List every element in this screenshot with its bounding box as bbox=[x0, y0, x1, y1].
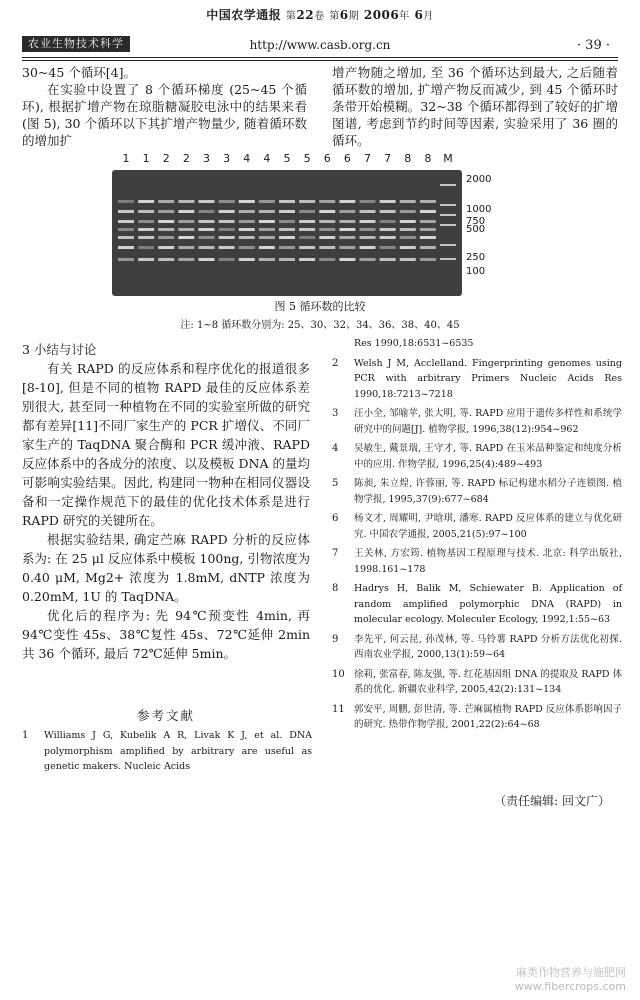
gel-band bbox=[279, 246, 295, 249]
gel-band bbox=[219, 228, 235, 231]
gel-band bbox=[178, 210, 194, 213]
gel-band bbox=[339, 200, 355, 203]
reference-item bbox=[332, 336, 622, 352]
reference-text: 徐莉, 张富春, 陈友强, 等. 红花基因组 DNA 的提取及 RAPD 体系的优化. 新疆农业科学, 2005,42(2):131~134 bbox=[354, 668, 622, 695]
reference-text: 郭安平, 周鹏, 彭世清, 等. 芒麻属植物 RAPD 反应体系影响因子的研究. 热带作物学报, 2001,22(2):64~68 bbox=[354, 703, 622, 730]
marker-size-label: 500 bbox=[466, 224, 486, 235]
gel-band bbox=[440, 224, 456, 226]
reference-text: Hadrys H, Balik M, Schiewater B. Application of random amplified polymorphic DNA (RAPD) in molecular ecology. Moleculer Ecology, 1992,1:55~63 bbox=[354, 583, 622, 625]
reference-item bbox=[332, 632, 622, 663]
reference-text: 汪小全, 邹喻苹, 张大明, 等. RAPD 应用于遗传多样性和系统学研究中的问题[J]. 植物学报, 1996,38(12):954~962 bbox=[354, 408, 622, 435]
gel-band bbox=[239, 246, 255, 249]
lane-number: 8 bbox=[404, 152, 412, 165]
gel-band bbox=[420, 200, 436, 203]
gel-band bbox=[440, 214, 456, 216]
gel-band bbox=[299, 258, 315, 261]
marker-size-label: 750 bbox=[466, 216, 486, 227]
gel-band bbox=[219, 246, 235, 249]
marker-size-label: 1000 bbox=[466, 204, 492, 215]
lane-number: 2 bbox=[162, 152, 170, 165]
gel-band bbox=[239, 210, 255, 213]
gel-band bbox=[360, 210, 376, 213]
reference-text: Williams J G, Kubelik A R, Livak K J, et al. DNA polymorphism amplified by arbitrary are useful as genetic makers. Nucleic Acids bbox=[44, 730, 312, 772]
reference-number: 2 bbox=[332, 357, 339, 369]
gel-band bbox=[400, 200, 416, 203]
gel-band bbox=[219, 200, 235, 203]
gel-band bbox=[118, 228, 134, 231]
gel-band bbox=[259, 236, 275, 239]
gel-band bbox=[299, 210, 315, 213]
gel-band bbox=[420, 228, 436, 231]
gel-band bbox=[259, 228, 275, 231]
marker-size-label: 2000 bbox=[466, 174, 492, 185]
page-number: · 39 · bbox=[576, 38, 610, 53]
marker-size-label: 100 bbox=[466, 266, 486, 277]
gel-band bbox=[199, 258, 215, 261]
gel-band bbox=[178, 228, 194, 231]
gel-band bbox=[219, 258, 235, 261]
gel-band bbox=[259, 246, 275, 249]
gel-band bbox=[339, 246, 355, 249]
editor-note: （责任编辑: 回文广） bbox=[494, 794, 610, 808]
top-left-column bbox=[22, 64, 307, 149]
gel-band bbox=[420, 258, 436, 261]
reference-item bbox=[332, 356, 622, 403]
lane-number: 3 bbox=[223, 152, 231, 165]
gel-band bbox=[158, 210, 174, 213]
gel-band bbox=[339, 236, 355, 239]
gel-band bbox=[360, 236, 376, 239]
lane-number: 7 bbox=[364, 152, 371, 165]
gel-band bbox=[360, 228, 376, 231]
journal-title: 中国农学通报 bbox=[206, 8, 282, 22]
gel-band bbox=[279, 210, 295, 213]
gel-band bbox=[138, 246, 154, 249]
section-heading: 3 小结与讨论 bbox=[22, 342, 97, 357]
gel-band bbox=[239, 228, 255, 231]
gel-band bbox=[178, 220, 194, 223]
gel-band bbox=[158, 228, 174, 231]
gel-band bbox=[279, 220, 295, 223]
gel-band bbox=[380, 220, 396, 223]
gel-band bbox=[339, 210, 355, 213]
gel-band bbox=[319, 220, 335, 223]
lane-number: 8 bbox=[424, 152, 432, 165]
gel-band bbox=[138, 210, 154, 213]
gel-band bbox=[360, 220, 376, 223]
gel-band bbox=[118, 258, 134, 261]
reference-item bbox=[332, 476, 622, 507]
gel-band bbox=[440, 244, 456, 246]
gel-band bbox=[339, 258, 355, 261]
references-list-left bbox=[22, 728, 312, 779]
gel-band bbox=[138, 220, 154, 223]
gel-band bbox=[400, 258, 416, 261]
reference-number: 6 bbox=[332, 513, 339, 524]
gel-band bbox=[158, 246, 174, 249]
reference-item bbox=[332, 406, 622, 437]
gel-band bbox=[178, 200, 194, 203]
reference-number bbox=[332, 336, 354, 352]
gel-band bbox=[279, 236, 295, 239]
gel-band bbox=[420, 220, 436, 223]
top-right-column bbox=[332, 64, 618, 149]
reference-number: 9 bbox=[332, 633, 339, 645]
gel-band bbox=[239, 220, 255, 223]
gel-band bbox=[299, 246, 315, 249]
reference-text: 杨文才, 周耀明, 尹晗琪, 潘寒. RAPD 反应体系的建立与优化研究. 中国农学通报, 2005,21(5):97~100 bbox=[354, 513, 622, 540]
gel-band bbox=[420, 236, 436, 239]
cycle-paragraph: 在实验中设置了 8 个循环梯度 (25~45 个循环), 根据扩增产物在琼脂糖凝胶电泳中的结果来看 (图 5), 30 个循环以下其扩增产物量少, 随着循环数的增加扩 bbox=[22, 82, 307, 148]
gel-band bbox=[279, 200, 295, 203]
gel-band bbox=[319, 200, 335, 203]
gel-band bbox=[138, 228, 154, 231]
gel-band bbox=[319, 236, 335, 239]
gel-band bbox=[400, 220, 416, 223]
reference-text: 李先平, 何云昆, 孙茂林, 等. 马铃薯 RAPD 分析方法优化初探. 西南农业学报, 2000,13(1):59~64 bbox=[354, 633, 622, 660]
gel-band bbox=[259, 220, 275, 223]
gel-band bbox=[299, 236, 315, 239]
gel-band bbox=[178, 246, 194, 249]
reference-item bbox=[332, 441, 622, 472]
lane-number: M bbox=[443, 152, 453, 165]
gel-svg bbox=[112, 170, 462, 296]
lane-number: 2 bbox=[182, 152, 190, 165]
month: 6 bbox=[414, 8, 424, 22]
gel-band bbox=[199, 236, 215, 239]
gel-band bbox=[118, 210, 134, 213]
gel-band bbox=[158, 258, 174, 261]
gel-band bbox=[279, 258, 295, 261]
site-watermark: 麻类作物营养与施肥网 www.fibercrops.com bbox=[514, 966, 626, 993]
reference-number: 11 bbox=[332, 703, 345, 715]
gel-band bbox=[420, 210, 436, 213]
lane-number: 6 bbox=[323, 152, 331, 165]
lane-number: 5 bbox=[283, 152, 291, 165]
lane-number: 6 bbox=[343, 152, 351, 165]
gel-band bbox=[400, 246, 416, 249]
gel-band bbox=[420, 246, 436, 249]
gel-band bbox=[279, 228, 295, 231]
figure-caption: 图 5 循环数的比较 bbox=[274, 300, 366, 313]
gel-band bbox=[199, 210, 215, 213]
reference-text: 吴敏生, 戴景瑞, 王守才, 等. RAPD 在玉米品种鉴定和纯度分析中的应用. 作物学报, 1996,25(4):489~493 bbox=[354, 443, 622, 470]
lane-number: 3 bbox=[203, 152, 210, 165]
header-divider bbox=[22, 57, 618, 61]
journal-url: http://www.casb.org.cn bbox=[249, 38, 391, 52]
reference-number: 1 bbox=[22, 730, 29, 741]
figure-note: 注: 1~8 循环数分别为: 25、30、32、34、36、38、40、45 bbox=[180, 320, 460, 331]
gel-band bbox=[339, 220, 355, 223]
journal-header: 中国农学通报 第22卷 第6期 2006年 6月 bbox=[206, 8, 434, 22]
gel-band bbox=[319, 258, 335, 261]
discussion-paragraph-1: 有关 RAPD 的反应体系和程序优化的报道很多[8-10], 但是不同的植物 RAPD 最佳的反应体系差别很大, 甚至同一种植物在不同的实验室所做的研究都有差异[11]不同厂家生产的 PCR 扩增仪、不同厂家生产的 TaqDNA 聚合酶和 PCR 缓冲液、RAPD 反应体系中的各成分的浓度、以及模板 DNA 的量均可影响实验结果。因此, 构建同一物种在相同仪器设备和一定操作规范下的最佳的优化技术体系是进行 RAPD 研究的关键所在。 bbox=[22, 361, 310, 528]
gel-band bbox=[319, 246, 335, 249]
gel-image bbox=[112, 170, 462, 296]
gel-band bbox=[440, 184, 456, 186]
reference-number: 3 bbox=[332, 408, 339, 419]
gel-band bbox=[118, 200, 134, 203]
gel-band bbox=[319, 228, 335, 231]
reference-text: Welsh J M, Acclelland. Fingerprinting genomes using PCR with arbitrary Primers Nucleic Acids Res 1990,18:7213~7218 bbox=[354, 357, 622, 400]
reference-text: Res 1990,18:6531~6535 bbox=[354, 338, 474, 349]
gel-band bbox=[199, 246, 215, 249]
lane-number: 4 bbox=[243, 152, 251, 165]
lane-number: 1 bbox=[122, 152, 130, 165]
gel-band bbox=[380, 228, 396, 231]
gel-band bbox=[380, 246, 396, 249]
section-label: 农业生物技术科学 bbox=[22, 36, 130, 52]
gel-band bbox=[199, 220, 215, 223]
gel-band bbox=[219, 220, 235, 223]
gel-band bbox=[400, 228, 416, 231]
gel-band bbox=[380, 210, 396, 213]
gel-band bbox=[259, 258, 275, 261]
reference-text: 陈昶, 朱立煌, 许蓉丽, 等. RAPD 标记构建水稻分子连锁图. 植物学报, 1995,37(9):677~684 bbox=[354, 478, 622, 505]
references-list-right bbox=[332, 336, 622, 737]
issue: 6 bbox=[339, 8, 349, 22]
reference-item bbox=[332, 667, 622, 698]
gel-band bbox=[138, 236, 154, 239]
gel-band bbox=[259, 210, 275, 213]
gel-band bbox=[199, 228, 215, 231]
gel-figure bbox=[112, 152, 492, 300]
gel-band bbox=[319, 210, 335, 213]
gel-band bbox=[299, 200, 315, 203]
gel-band bbox=[219, 210, 235, 213]
gel-band bbox=[199, 200, 215, 203]
gel-band bbox=[178, 236, 194, 239]
gel-band bbox=[299, 220, 315, 223]
discussion-paragraph-2: 根据实验结果, 确定苎麻 RAPD 分析的反应体系为: 在 25 μl 反应体系中模板 100ng, 引物浓度为 0.40 μM, Mg2+ 浓度为 1.8mM, dNTP 浓度为 0.20mM, 1U 的 TaqDNA。 bbox=[22, 532, 310, 604]
lane-number: 4 bbox=[263, 152, 271, 165]
references-title: 参考文献 bbox=[136, 708, 195, 723]
marker-size-label: 250 bbox=[466, 252, 486, 263]
gel-band bbox=[118, 220, 134, 223]
reference-number: 5 bbox=[332, 478, 339, 489]
cycle-paragraph-continued: 增产物随之增加, 至 36 个循环达到最大, 之后随着循环数的增加, 扩增产物反而减少, 到 45 个循环时条带开始模糊。32~38 个循环都得到了较好的扩增图谱, 考虑到节约时间等因素, 实验采用了 36 圈的循环。 bbox=[332, 65, 618, 148]
gel-band bbox=[138, 258, 154, 261]
reference-item bbox=[22, 728, 312, 775]
reference-number: 10 bbox=[332, 668, 345, 680]
reference-number: 4 bbox=[332, 443, 339, 454]
gel-band bbox=[360, 246, 376, 249]
gel-band bbox=[339, 228, 355, 231]
gel-band bbox=[400, 210, 416, 213]
gel-band bbox=[239, 236, 255, 239]
gel-band bbox=[138, 200, 154, 203]
volume: 22 bbox=[296, 8, 315, 22]
gel-band bbox=[158, 200, 174, 203]
lane-number: 5 bbox=[303, 152, 311, 165]
reference-item bbox=[332, 511, 622, 542]
lane-number: 1 bbox=[142, 152, 150, 165]
gel-band bbox=[299, 228, 315, 231]
gel-band bbox=[380, 258, 396, 261]
reference-item bbox=[332, 702, 622, 733]
gel-band bbox=[360, 200, 376, 203]
reference-item bbox=[332, 581, 622, 628]
gel-band bbox=[118, 246, 134, 249]
reference-number: 7 bbox=[332, 548, 339, 559]
gel-band bbox=[380, 200, 396, 203]
lane-number: 7 bbox=[384, 152, 392, 165]
gel-band bbox=[158, 236, 174, 239]
gel-band bbox=[158, 220, 174, 223]
gel-band bbox=[118, 236, 134, 239]
gel-band bbox=[380, 236, 396, 239]
reference-item bbox=[332, 546, 622, 577]
year: 2006 bbox=[363, 8, 400, 22]
continued-line: 30~45 个循环[4]。 bbox=[22, 65, 136, 80]
discussion-section bbox=[22, 340, 310, 663]
gel-band bbox=[259, 200, 275, 203]
reference-number: 8 bbox=[332, 583, 339, 594]
gel-band bbox=[400, 236, 416, 239]
gel-band bbox=[360, 258, 376, 261]
gel-band bbox=[219, 236, 235, 239]
reference-text: 王关林, 方宏筠. 植物基因工程原理与技术. 北京: 科学出版社, 1998.161~178 bbox=[354, 548, 622, 575]
gel-band bbox=[178, 258, 194, 261]
gel-band bbox=[239, 200, 255, 203]
gel-band bbox=[440, 204, 456, 206]
gel-band bbox=[440, 258, 456, 260]
gel-band bbox=[239, 258, 255, 261]
discussion-paragraph-3: 优化后的程序为: 先 94℃预变性 4min, 再 94℃变性 45s、38℃复性 45s、72℃延伸 2min 共 36 个循环, 最后 72℃延伸 5min。 bbox=[22, 608, 310, 661]
